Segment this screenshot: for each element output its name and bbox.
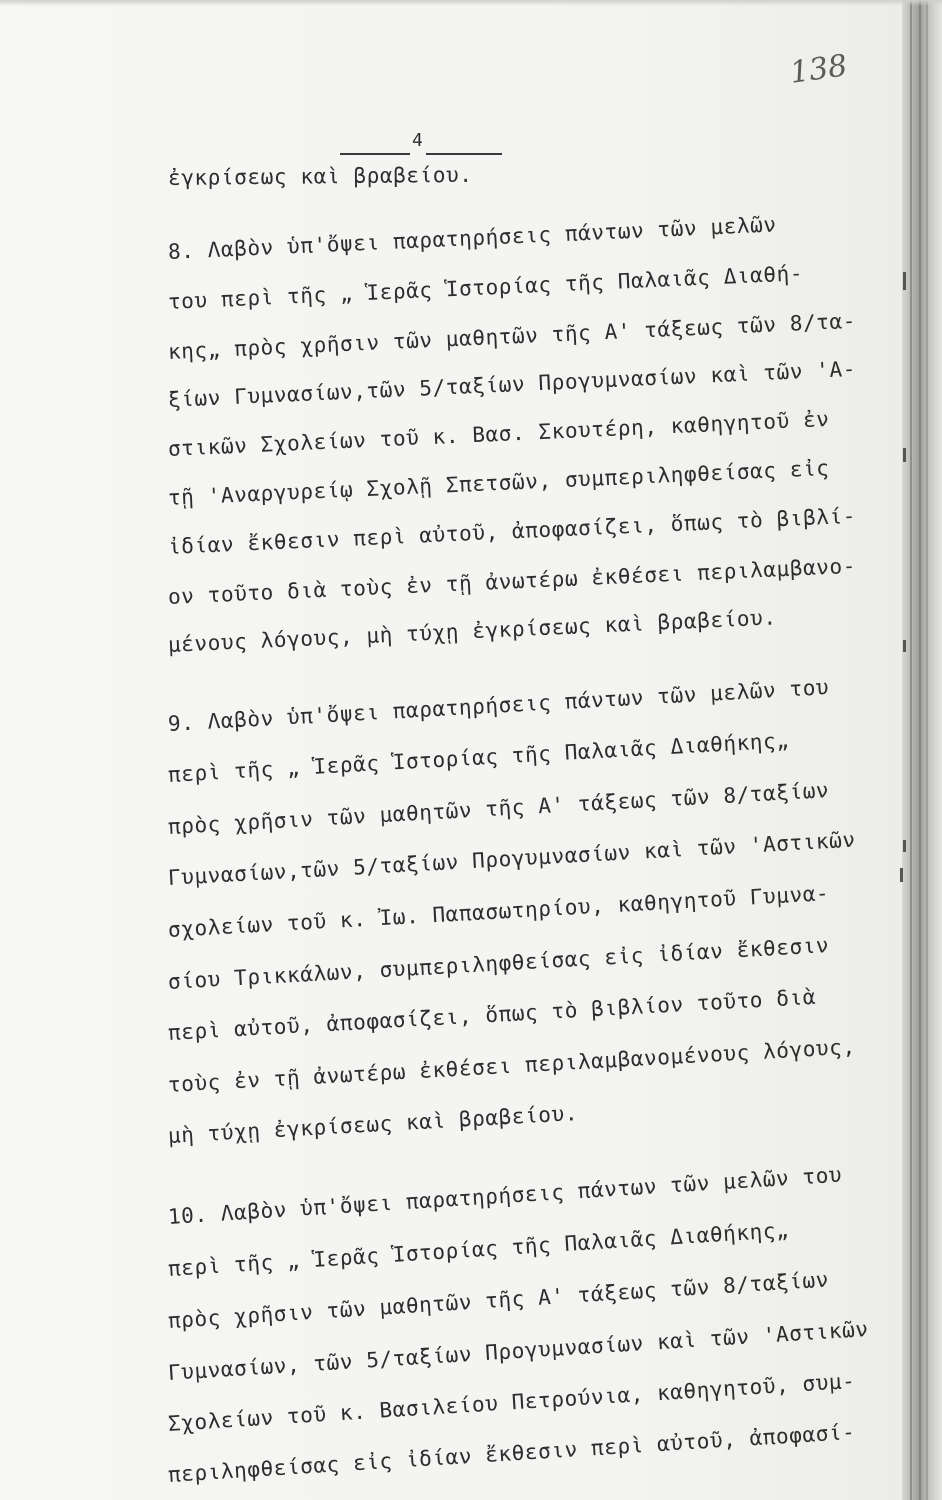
- text-line: κης„ πρὸς χρῆσιν τῶν μαθητῶν τῆς Α' τάξεως τῶν 8/τα-: [167, 308, 857, 364]
- text-line: περὶ τῆς „ Ἱερᾶς Ἱστορίας τῆς Παλαιᾶς Διαθήκης„: [167, 1217, 790, 1281]
- text-line: Σχολείων τοῦ κ. Βασιλείου Πετρούνια, καθηγητοῦ, συμ-: [167, 1368, 857, 1436]
- binding-crease: [926, 0, 928, 1500]
- text-line: ἰδίαν ἔκθεσιν περὶ αὐτοῦ, ἀποφασίζει, ὅπως τὸ βιβλί-: [167, 503, 857, 559]
- header-rule-left: [340, 153, 410, 155]
- text-line: τοὺς ἐν τῇ ἀνωτέρω ἐκθέσει περιλαμβανομένους λόγους,: [167, 1034, 857, 1097]
- text-line: περιληφθείσας εἰς ἰδίαν ἔκθεσιν περὶ αὐτοῦ, ἀποφασί-: [167, 1419, 857, 1487]
- text-line: μὴ τύχῃ ἐγκρίσεως καὶ βραβείου.: [167, 1101, 579, 1148]
- text-line: στικῶν Σχολείων τοῦ κ. Βασ. Σκουτέρη, καθηγητοῦ ἐν: [167, 406, 831, 461]
- page-top-edge: [0, 0, 942, 6]
- text-line: μένους λόγους, μὴ τύχῃ ἐγκρίσεως καὶ βραβείου.: [167, 605, 778, 657]
- binding-crease: [919, 0, 921, 1500]
- text-line: περὶ τῆς „ Ἱερᾶς Ἱστορίας τῆς Παλαιᾶς Διαθήκης„: [167, 728, 791, 787]
- text-line: τῇ 'Αναργυρείῳ Σχολῇ Σπετσῶν, συμπεριληφθείσας εἰς: [167, 455, 831, 510]
- text-line: σίου Τρικκάλων, συμπεριληφθείσας εἰς ἰδίαν ἔκθεσιν: [167, 933, 830, 994]
- margin-mark: [903, 272, 906, 290]
- margin-mark: [903, 448, 906, 462]
- typed-page-header: [340, 132, 502, 158]
- text-line: 8. Λαβὸν ὑπ'ὄψει παρατηρήσεις πάντων τῶν μελῶν: [167, 212, 778, 264]
- binding-crease: [910, 0, 912, 1500]
- text-line: Γυμνασίων, τῶν 5/ταξίων Προγυμνασίων καὶ τῶν 'Αστικῶν: [167, 1316, 870, 1385]
- book-binding: [902, 0, 942, 1500]
- text-line: Γυμνασίων,τῶν 5/ταξίων Προγυμνασίων καὶ τῶν 'Αστικῶν: [167, 827, 857, 890]
- text-line: περὶ αὐτοῦ, ἀποφασίζει, ὅπως τὸ βιβλίον τοῦτο διὰ: [167, 984, 817, 1045]
- text-line: ον τοῦτο διὰ τοὺς ἐν τῇ ἀνωτέρω ἐκθέσει περιλαμβανο-: [167, 553, 857, 609]
- typed-page-number: 4: [412, 130, 423, 151]
- margin-mark: [903, 640, 906, 652]
- text-line: του περὶ τῆς „ Ἱερᾶς Ἱστορίας τῆς Παλαιᾶς Διαθή-: [167, 261, 804, 314]
- text-line: πρὸς χρῆσιν τῶν μαθητῶν τῆς Α' τάξεως τῶν 8/ταξίων: [167, 1267, 830, 1333]
- header-rule-right: [426, 153, 502, 155]
- text-line: ἐγκρίσεως καὶ βραβείου.: [167, 162, 473, 190]
- text-line: 9. Λαβὸν ὑπ'ὄψει παρατηρήσεις πάντων τῶν μελῶν του: [167, 675, 830, 736]
- margin-mark: [900, 868, 903, 882]
- text-line: σχολείων τοῦ κ. Ἰω. Παπασωτηρίου, καθηγητοῦ Γυμνα-: [167, 881, 830, 942]
- handwritten-page-number: 138: [787, 48, 850, 91]
- text-line: πρὸς χρῆσιν τῶν μαθητῶν τῆς Α' τάξεως τῶν 8/ταξίων: [167, 778, 830, 839]
- text-line: ξίων Γυμνασίων,τῶν 5/ταξίων Προγυμνασίων καὶ τῶν 'Α-: [167, 356, 857, 412]
- margin-mark: [903, 840, 906, 852]
- text-line: 10. Λαβὸν ὑπ'ὄψει παρατηρήσεις πάντων τῶν μελῶν του: [167, 1162, 843, 1229]
